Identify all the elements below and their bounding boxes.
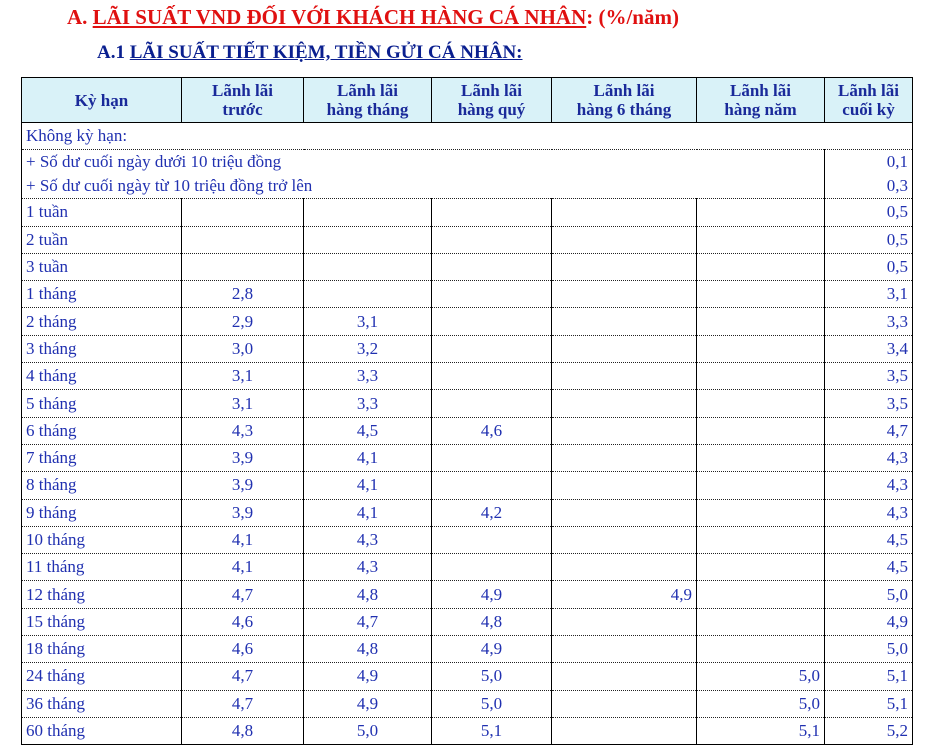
semiannual-rate-cell: [552, 554, 697, 581]
no-term-label: Không kỳ hạn:: [22, 123, 913, 150]
term-cell: 2 tháng: [22, 308, 182, 335]
annual-rate-cell: [697, 499, 825, 526]
header-upfront-line2: trước: [222, 100, 263, 119]
term-cell: 3 tuần: [22, 253, 182, 280]
semiannual-rate-cell: [552, 444, 697, 471]
term-cell: 18 tháng: [22, 636, 182, 663]
term-cell: 6 tháng: [22, 417, 182, 444]
table-row: [22, 444, 913, 471]
end-rate-cell: 4,5: [825, 554, 913, 581]
quarterly-rate-cell: [432, 526, 552, 553]
end-rate-cell: 0,5: [825, 226, 913, 253]
no-term-group-row: [22, 123, 913, 150]
quarterly-rate-cell: 4,6: [432, 417, 552, 444]
quarterly-rate-cell: [432, 253, 552, 280]
annual-rate-cell: [697, 608, 825, 635]
semiannual-rate-cell: [552, 335, 697, 362]
end-rate-cell: 5,0: [825, 636, 913, 663]
no-term-row: [22, 174, 913, 199]
upfront-rate-cell: 4,7: [182, 663, 304, 690]
end-rate-cell: 3,3: [825, 308, 913, 335]
table-row: [22, 308, 913, 335]
header-upfront: [182, 78, 304, 123]
annual-rate-cell: [697, 363, 825, 390]
section-title-a-prefix: A.: [67, 5, 93, 29]
header-term: Kỳ hạn: [22, 78, 182, 123]
annual-rate-cell: [697, 444, 825, 471]
section-title-a1-text: LÃI SUẤT TIẾT KIỆM, TIỀN GỬI CÁ NHÂN:: [129, 42, 523, 63]
upfront-rate-cell: 4,8: [182, 717, 304, 744]
end-rate-cell: 0,5: [825, 253, 913, 280]
end-rate-cell: 0,5: [825, 199, 913, 226]
table-row: [22, 226, 913, 253]
monthly-rate-cell: 3,1: [304, 308, 432, 335]
quarterly-rate-cell: [432, 390, 552, 417]
annual-rate-cell: [697, 581, 825, 608]
upfront-rate-cell: 4,1: [182, 526, 304, 553]
semiannual-rate-cell: [552, 308, 697, 335]
header-monthly: [304, 78, 432, 123]
term-cell: 1 tuần: [22, 199, 182, 226]
quarterly-rate-cell: 4,9: [432, 636, 552, 663]
quarterly-rate-cell: [432, 444, 552, 471]
header-monthly-line2: hàng tháng: [326, 100, 409, 119]
monthly-rate-cell: 4,9: [304, 690, 432, 717]
table-row: [22, 335, 913, 362]
annual-rate-cell: [697, 281, 825, 308]
semiannual-rate-cell: [552, 499, 697, 526]
header-semiannual-line2: hàng 6 tháng: [576, 100, 672, 119]
semiannual-rate-cell: [552, 717, 697, 744]
end-rate-cell: 5,2: [825, 717, 913, 744]
term-cell: 5 tháng: [22, 390, 182, 417]
upfront-rate-cell: [182, 199, 304, 226]
upfront-rate-cell: 2,8: [182, 281, 304, 308]
quarterly-rate-cell: 4,8: [432, 608, 552, 635]
quarterly-rate-cell: 4,2: [432, 499, 552, 526]
annual-rate-cell: [697, 554, 825, 581]
no-term-row-end: 0,1: [825, 150, 913, 175]
section-title-a-text: LÃI SUẤT VND ĐỐI VỚI KHÁCH HÀNG CÁ NHÂN: [92, 5, 587, 29]
term-cell: 9 tháng: [22, 499, 182, 526]
monthly-rate-cell: 4,5: [304, 417, 432, 444]
annual-rate-cell: 5,0: [697, 663, 825, 690]
end-rate-cell: 3,1: [825, 281, 913, 308]
upfront-rate-cell: 4,1: [182, 554, 304, 581]
header-upfront-line1: Lãnh lãi: [212, 81, 273, 100]
semiannual-rate-cell: [552, 690, 697, 717]
table-row: [22, 253, 913, 280]
semiannual-rate-cell: 4,9: [552, 581, 697, 608]
end-rate-cell: 4,3: [825, 444, 913, 471]
semiannual-rate-cell: [552, 608, 697, 635]
annual-rate-cell: [697, 308, 825, 335]
monthly-rate-cell: 4,3: [304, 526, 432, 553]
table-row: [22, 472, 913, 499]
quarterly-rate-cell: [432, 226, 552, 253]
quarterly-rate-cell: [432, 363, 552, 390]
header-end-line1: Lãnh lãi: [838, 81, 899, 100]
monthly-rate-cell: [304, 253, 432, 280]
section-title-a-unit: : (%/năm): [586, 5, 679, 29]
semiannual-rate-cell: [552, 636, 697, 663]
upfront-rate-cell: 3,9: [182, 499, 304, 526]
table-row: [22, 554, 913, 581]
upfront-rate-cell: [182, 253, 304, 280]
annual-rate-cell: 5,0: [697, 690, 825, 717]
end-rate-cell: 4,7: [825, 417, 913, 444]
table-row: [22, 199, 913, 226]
no-term-row-end: 0,3: [825, 174, 913, 199]
header-quarterly-line2: hàng quý: [457, 100, 526, 119]
interest-rate-table: [21, 77, 913, 745]
end-rate-cell: 5,1: [825, 663, 913, 690]
term-cell: 1 tháng: [22, 281, 182, 308]
end-rate-cell: 3,4: [825, 335, 913, 362]
upfront-rate-cell: 4,7: [182, 581, 304, 608]
term-cell: 4 tháng: [22, 363, 182, 390]
term-cell: 7 tháng: [22, 444, 182, 471]
header-semiannual: [552, 78, 697, 123]
upfront-rate-cell: 3,1: [182, 363, 304, 390]
end-rate-cell: 4,3: [825, 499, 913, 526]
monthly-rate-cell: 4,7: [304, 608, 432, 635]
header-semiannual-line1: Lãnh lãi: [593, 81, 655, 100]
no-term-row-label: + Số dư cuối ngày dưới 10 triệu đồng: [22, 150, 825, 175]
semiannual-rate-cell: [552, 363, 697, 390]
section-title-a: [67, 5, 679, 30]
quarterly-rate-cell: [432, 308, 552, 335]
table-row: [22, 690, 913, 717]
annual-rate-cell: [697, 199, 825, 226]
header-quarterly: [432, 78, 552, 123]
term-cell: 10 tháng: [22, 526, 182, 553]
monthly-rate-cell: [304, 199, 432, 226]
upfront-rate-cell: 3,9: [182, 472, 304, 499]
term-cell: 15 tháng: [22, 608, 182, 635]
table-row: [22, 636, 913, 663]
semiannual-rate-cell: [552, 663, 697, 690]
monthly-rate-cell: 4,3: [304, 554, 432, 581]
monthly-rate-cell: 4,1: [304, 444, 432, 471]
annual-rate-cell: 5,1: [697, 717, 825, 744]
header-annual-line1: Lãnh lãi: [730, 81, 791, 100]
monthly-rate-cell: 3,3: [304, 363, 432, 390]
monthly-rate-cell: 4,1: [304, 472, 432, 499]
monthly-rate-cell: 4,1: [304, 499, 432, 526]
upfront-rate-cell: 3,0: [182, 335, 304, 362]
term-cell: 8 tháng: [22, 472, 182, 499]
table-row: [22, 581, 913, 608]
table-row: [22, 526, 913, 553]
semiannual-rate-cell: [552, 253, 697, 280]
monthly-rate-cell: 4,8: [304, 581, 432, 608]
upfront-rate-cell: 4,3: [182, 417, 304, 444]
table-row: [22, 281, 913, 308]
annual-rate-cell: [697, 335, 825, 362]
end-rate-cell: 3,5: [825, 390, 913, 417]
quarterly-rate-cell: [432, 281, 552, 308]
term-cell: 12 tháng: [22, 581, 182, 608]
semiannual-rate-cell: [552, 526, 697, 553]
term-cell: 36 tháng: [22, 690, 182, 717]
no-term-row-label: + Số dư cuối ngày từ 10 triệu đồng trở lên: [22, 174, 825, 199]
end-rate-cell: 3,5: [825, 363, 913, 390]
section-title-a1: [97, 42, 523, 64]
end-rate-cell: 4,3: [825, 472, 913, 499]
semiannual-rate-cell: [552, 226, 697, 253]
annual-rate-cell: [697, 253, 825, 280]
no-term-row: [22, 150, 913, 175]
term-cell: 60 tháng: [22, 717, 182, 744]
upfront-rate-cell: 4,7: [182, 690, 304, 717]
annual-rate-cell: [697, 226, 825, 253]
header-end-line2: cuối kỳ: [842, 100, 895, 119]
end-rate-cell: 5,0: [825, 581, 913, 608]
annual-rate-cell: [697, 390, 825, 417]
upfront-rate-cell: 3,9: [182, 444, 304, 471]
annual-rate-cell: [697, 526, 825, 553]
monthly-rate-cell: 4,9: [304, 663, 432, 690]
table-row: [22, 499, 913, 526]
upfront-rate-cell: 3,1: [182, 390, 304, 417]
quarterly-rate-cell: 5,1: [432, 717, 552, 744]
header-quarterly-line1: Lãnh lãi: [461, 81, 522, 100]
quarterly-rate-cell: 4,9: [432, 581, 552, 608]
header-annual-line2: hàng năm: [724, 100, 797, 119]
table-row: [22, 363, 913, 390]
header-end: [825, 78, 913, 123]
monthly-rate-cell: [304, 226, 432, 253]
table-row: [22, 417, 913, 444]
quarterly-rate-cell: 5,0: [432, 663, 552, 690]
term-cell: 2 tuần: [22, 226, 182, 253]
table-row: [22, 390, 913, 417]
term-cell: 3 tháng: [22, 335, 182, 362]
monthly-rate-cell: 3,3: [304, 390, 432, 417]
quarterly-rate-cell: [432, 199, 552, 226]
section-title-a1-prefix: A.1: [97, 42, 130, 63]
end-rate-cell: 4,9: [825, 608, 913, 635]
term-cell: 11 tháng: [22, 554, 182, 581]
end-rate-cell: 4,5: [825, 526, 913, 553]
upfront-rate-cell: 4,6: [182, 608, 304, 635]
quarterly-rate-cell: [432, 335, 552, 362]
annual-rate-cell: [697, 417, 825, 444]
monthly-rate-cell: 5,0: [304, 717, 432, 744]
semiannual-rate-cell: [552, 281, 697, 308]
semiannual-rate-cell: [552, 390, 697, 417]
table-header-row: [22, 78, 913, 123]
annual-rate-cell: [697, 472, 825, 499]
semiannual-rate-cell: [552, 472, 697, 499]
table-row: [22, 717, 913, 744]
quarterly-rate-cell: 5,0: [432, 690, 552, 717]
end-rate-cell: 5,1: [825, 690, 913, 717]
upfront-rate-cell: 4,6: [182, 636, 304, 663]
header-annual: [697, 78, 825, 123]
header-monthly-line1: Lãnh lãi: [337, 81, 398, 100]
table-row: [22, 608, 913, 635]
monthly-rate-cell: 3,2: [304, 335, 432, 362]
quarterly-rate-cell: [432, 472, 552, 499]
table-row: [22, 663, 913, 690]
term-cell: 24 tháng: [22, 663, 182, 690]
annual-rate-cell: [697, 636, 825, 663]
monthly-rate-cell: 4,8: [304, 636, 432, 663]
upfront-rate-cell: 2,9: [182, 308, 304, 335]
quarterly-rate-cell: [432, 554, 552, 581]
semiannual-rate-cell: [552, 199, 697, 226]
monthly-rate-cell: [304, 281, 432, 308]
semiannual-rate-cell: [552, 417, 697, 444]
upfront-rate-cell: [182, 226, 304, 253]
